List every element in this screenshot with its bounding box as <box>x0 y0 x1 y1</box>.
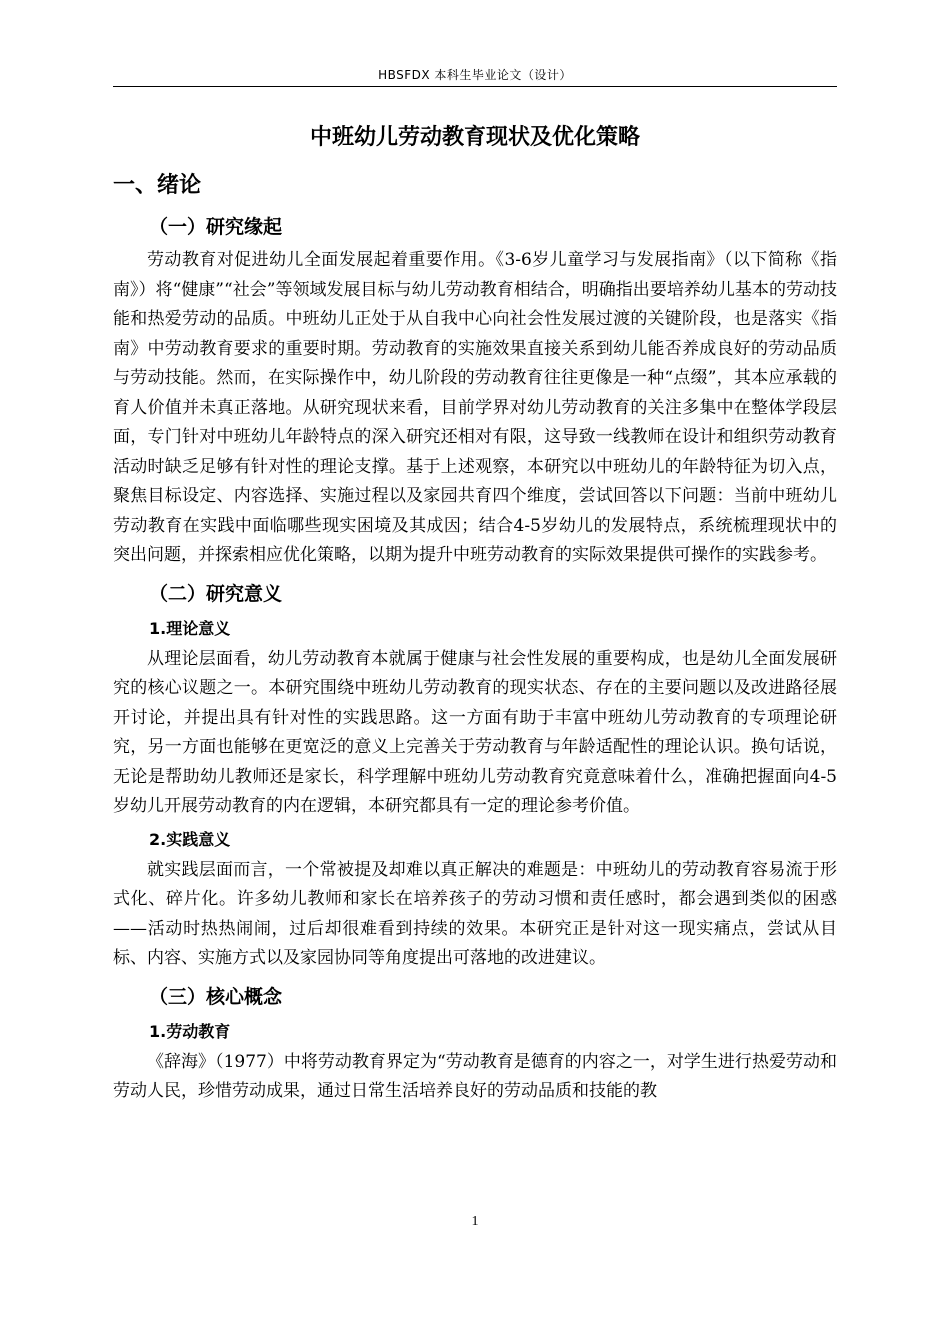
page-number: 1 <box>471 1214 479 1229</box>
subsection-heading-theory: 1.理论意义 <box>149 618 231 638</box>
section-heading-origin: （一）研究缘起 <box>149 216 283 238</box>
paper-title: 中班幼儿劳动教育现状及优化策略 <box>309 125 640 150</box>
section-heading-concepts: （三）核心概念 <box>149 985 283 1008</box>
running-header: HBSFDX 本科生毕业论文（设计） <box>378 68 572 82</box>
section-heading-significance: （二）研究意义 <box>149 582 283 605</box>
header-rule <box>113 86 837 87</box>
paragraph-origin: 劳动教育对促进幼儿全面发展起着重要作用。《3-6岁儿童学习与发展指南》（以下简称《指南》）将“健康”“社会”等领域发展目标与幼儿劳动教育相结合，明确指出要培养幼儿基本的劳动技能和热爱劳动的品质。中班幼儿正处于从自我中心向社会性发展过渡的关键阶段，也是落实《指南》中劳动教育要求的重要时期。劳动教育的实施效果直接关系到幼儿能否养成良好的劳动品质与劳动技能。然而，在实际操作中，幼儿阶段的劳动教育往往更像是一种“点缀”，其本应承载的育人价值并未真正落地。从研究现状来看，目前学界对幼儿劳动教育的关注多集中在整体学段层面，专门针对中班幼儿年龄特点的深入研究还相对有限，这导致一线教师在设计和组织劳动教育活动时缺乏足够有针对性的理论支撑。基于上述观察，本研究以中班幼儿的年龄特征为切入点，聚焦目标设定、内容选择、实施过程以及家园共育四个维度，尝试回答以下问题：当前中班幼儿劳动教育在实践中面临哪些现实困境及其成因；结合4-5岁幼儿的发展特点，系统梳理现状中的突出问题，并探索相应优化策略，以期为提升中班劳动教育的实际效果提供可操作的实践参考。 <box>113 250 837 565</box>
subsection-heading-practice: 2.实践意义 <box>149 829 231 849</box>
chapter-heading: 一、绪论 <box>113 173 202 198</box>
document-body <box>113 118 837 1107</box>
paragraph-labor-education: 《辞海》（1977）中将劳动教育界定为“劳动教育是德育的内容之一，对学生进行热爱劳动和劳动人民，珍惜劳动成果，通过日常生活培养良好的劳动品质和技能的教 <box>113 1051 837 1101</box>
subsection-heading-labor-education: 1.劳动教育 <box>149 1021 231 1041</box>
paragraph-practice: 就实践层面而言，一个常被提及却难以真正解决的难题是：中班幼儿的劳动教育容易流于形式化、碎片化。许多幼儿教师和家长在培养孩子的劳动习惯和责任感时，都会遇到类似的困惑——活动时热热闹闹，过后却很难看到持续的效果。本研究正是针对这一现实痛点，尝试从目标、内容、实施方式以及家园协同等角度提出可落地的改进建议。 <box>113 859 837 968</box>
paragraph-theory: 从理论层面看，幼儿劳动教育本就属于健康与社会性发展的重要构成，也是幼儿全面发展研究的核心议题之一。本研究围绕中班幼儿劳动教育的现实状态、存在的主要问题以及改进路径展开讨论，并提出具有针对性的实践思路。这一方面有助于丰富中班幼儿劳动教育的专项理论研究，另一方面也能够在更宽泛的意义上完善关于劳动教育与年龄适配性的理论认识。换句话说，无论是帮助幼儿教师还是家长，科学理解中班幼儿劳动教育究竟意味着什么，准确把握面向4-5岁幼儿开展劳动教育的内在逻辑，本研究都具有一定的理论参考价值。 <box>113 648 837 816</box>
